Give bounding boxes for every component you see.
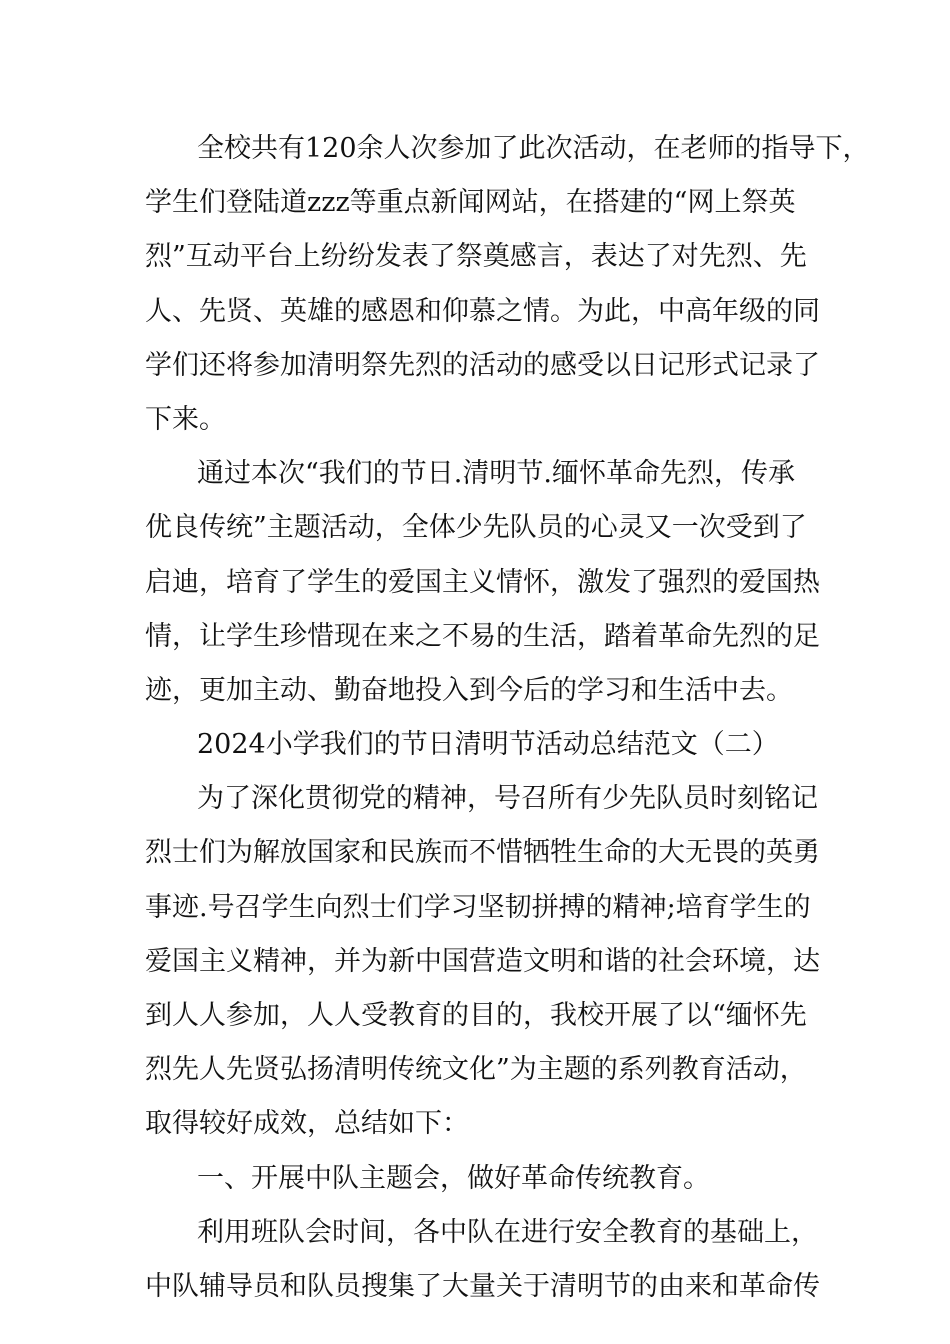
text-line: 事迹.号召学生向烈士们学习坚韧拼搏的精神;培育学生的 <box>145 891 811 923</box>
text-line: 取得较好成效，总结如下： <box>145 1108 469 1140</box>
text-line: 情，让学生珍惜现在来之不易的生活，踏着革命先烈的足 <box>145 620 820 652</box>
text-line: 中队辅导员和队员搜集了大量关于清明节的由来和革命传 <box>145 1270 820 1302</box>
text-line: 启迪，培育了学生的爱国主义情怀，激发了强烈的爱国热 <box>145 566 820 598</box>
text-line: 优良传统”主题活动，全体少先队员的心灵又一次受到了 <box>145 512 807 544</box>
text-line: 通过本次“我们的节日.清明节.缅怀革命先烈，传承 <box>197 458 795 490</box>
text-line: 烈先人先贤弘扬清明传统文化”为主题的系列教育活动， <box>145 1054 807 1086</box>
text-line: 烈士们为解放国家和民族而不惜牺牲生命的大无畏的英勇 <box>145 837 820 869</box>
text-line: 利用班队会时间，各中队在进行安全教育的基础上， <box>197 1216 818 1248</box>
text-line: 迹，更加主动、勤奋地投入到今后的学习和生活中去。 <box>145 674 793 706</box>
text-line: 2024小学我们的节日清明节活动总结范文（二） <box>197 729 779 761</box>
text-line: 爱国主义精神，并为新中国营造文明和谐的社会环境，达 <box>145 945 820 977</box>
text-line: 学们还将参加清明祭先烈的活动的感受以日记形式记录了 <box>145 349 820 381</box>
document-body <box>145 122 870 1314</box>
text-line: 一、开展中队主题会，做好革命传统教育。 <box>197 1162 710 1194</box>
text-line: 人、先贤、英雄的感恩和仰慕之情。为此，中高年级的同 <box>145 295 820 327</box>
text-line: 下来。 <box>145 403 226 435</box>
text-line: 到人人参加，人人受教育的目的，我校开展了以“缅怀先 <box>145 1000 807 1031</box>
text-line: 学生们登陆道zzz等重点新闻网站，在搭建的“网上祭英 <box>145 187 796 219</box>
text-line: 全校共有120余人次参加了此次活动，在老师的指导下， <box>197 133 870 164</box>
text-line: 烈”互动平台上纷纷发表了祭奠感言，表达了对先烈、先 <box>145 241 807 273</box>
text-line: 为了深化贯彻党的精神，号召所有少先队员时刻铭记 <box>197 783 818 815</box>
